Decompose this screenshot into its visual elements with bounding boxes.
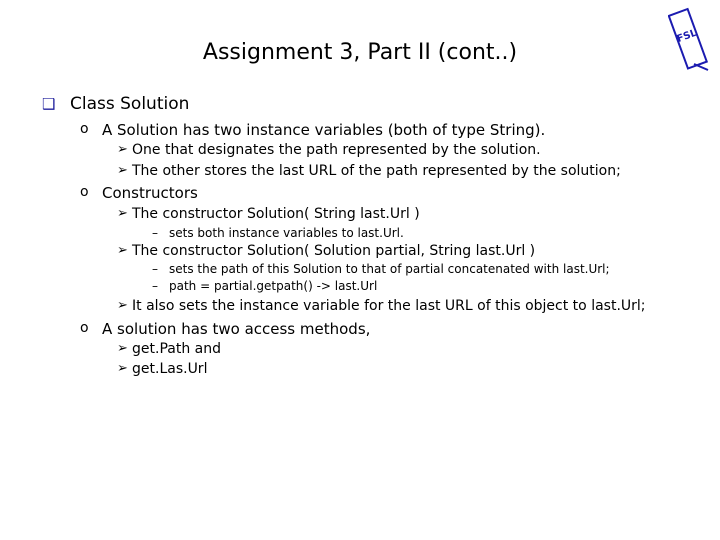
hollow-circle-bullet-icon: o: [80, 184, 89, 200]
arrow-bullet-icon: ➢: [117, 142, 128, 157]
bullet-ctor-two-note1: – sets the path of this Solution to that of partial concatenated with last.Url;: [152, 262, 610, 276]
bullet-access: o A solution has two access methods,: [80, 320, 371, 338]
arrow-bullet-icon: ➢: [117, 243, 128, 258]
bullet-ctor-two: ➢ The constructor Solution( Solution partial, String last.Url ): [117, 243, 536, 259]
bullet-ctor-also: ➢ It also sets the instance variable for the last URL of this object to last.Url;: [117, 298, 646, 314]
logo-icon: [668, 4, 712, 74]
arrow-bullet-icon: ➢: [117, 163, 128, 178]
bullet-var-one: ➢ One that designates the path represented by the solution.: [117, 142, 541, 158]
bullet-var-other: ➢ The other stores the last URL of the path represented by the solution;: [117, 163, 621, 179]
slide-title: Assignment 3, Part II (cont..): [202, 40, 518, 65]
arrow-bullet-icon: ➢: [117, 298, 128, 313]
hollow-circle-bullet-icon: o: [80, 320, 89, 336]
hollow-circle-bullet-icon: o: [80, 121, 89, 137]
bullet-ctor-one-note: – sets both instance variables to last.Url.: [152, 226, 404, 240]
bullet-instance-vars: o A Solution has two instance variables (both of type String).: [80, 121, 546, 139]
bullet-method-one: ➢ get.Path and: [117, 341, 221, 357]
bullet-class-solution: ❑ Class Solution: [42, 94, 190, 114]
arrow-bullet-icon: ➢: [117, 341, 128, 356]
arrow-bullet-icon: ➢: [117, 206, 128, 221]
hollow-square-bullet-icon: ❑: [42, 95, 56, 113]
dash-bullet-icon: –: [152, 262, 158, 276]
dash-bullet-icon: –: [152, 226, 158, 240]
logo-text: FSL: [675, 27, 699, 46]
bullet-ctor-two-note2: – path = partial.getpath() -> last.Url: [152, 279, 378, 293]
dash-bullet-icon: –: [152, 279, 158, 293]
bullet-method-two: ➢ get.Las.Url: [117, 361, 208, 377]
arrow-bullet-icon: ➢: [117, 361, 128, 376]
bullet-ctor-one: ➢ The constructor Solution( String last.Url ): [117, 206, 420, 222]
bullet-constructors: o Constructors: [80, 184, 198, 202]
